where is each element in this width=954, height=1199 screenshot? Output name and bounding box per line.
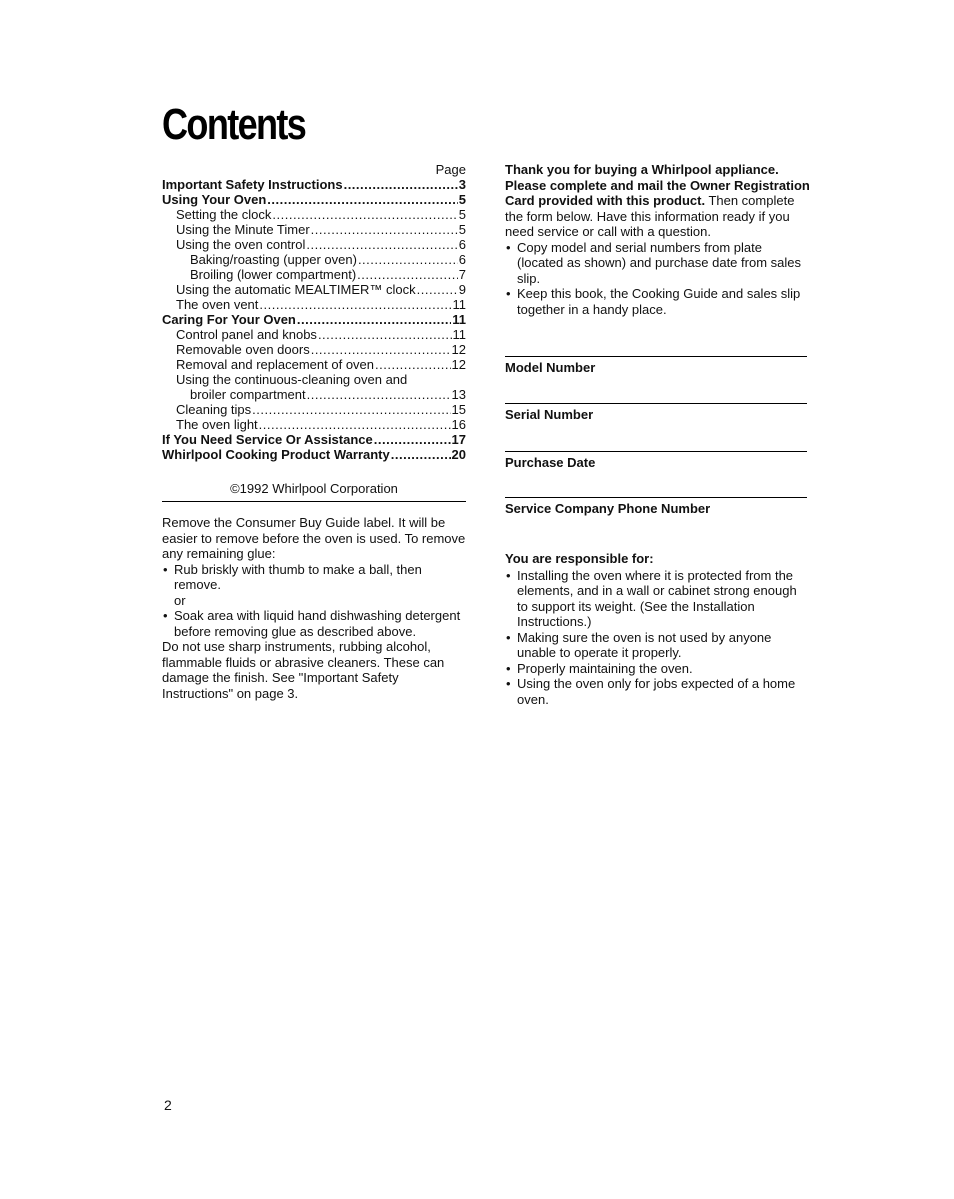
toc-entry-label: Using the continuous-cleaning oven and: [176, 372, 408, 387]
responsibilities-heading: You are responsible for:: [505, 551, 654, 566]
toc-entry-page: 11: [452, 327, 466, 342]
toc-leader-dots: [358, 252, 458, 267]
toc-entry: [162, 282, 466, 297]
toc-leader-dots: [267, 192, 458, 207]
toc-entry-label: Cleaning tips: [176, 402, 252, 417]
thank-you-bold: Thank you for buying a Whirlpool appliance. Please complete and mail the Owner Registration Card provided with this product.: [505, 162, 810, 208]
toc-leader-dots: [344, 177, 458, 192]
toc-leader-dots: [307, 387, 451, 402]
toc-entry: [162, 237, 466, 252]
toc-entry-label: Setting the clock: [176, 207, 272, 222]
table-of-contents: [162, 162, 466, 462]
toc-entry: [162, 312, 466, 327]
toc-entry-label: Control panel and knobs: [176, 327, 317, 342]
toc-entry-page: 20: [451, 447, 466, 462]
record-bullet: • Keep this book, the Cooking Guide and sales slip together in a handy place.: [505, 286, 810, 317]
responsibility-item: • Installing the oven where it is protected from the elements, and in a wall or cabinet strong enough to support its weight. (See the Installation Instructions.): [505, 568, 810, 630]
removal-bullet: • Rub briskly with thumb to make a ball, then remove.: [162, 562, 466, 593]
toc-page-header: Page: [435, 162, 466, 177]
toc-leader-dots: [311, 222, 458, 237]
purchase-date-field: [505, 451, 807, 470]
toc-entry-label: The oven light: [176, 417, 258, 432]
toc-entry: [162, 402, 466, 417]
toc-entry-label: Whirlpool Cooking Product Warranty: [162, 447, 390, 462]
toc-entry: [162, 297, 466, 312]
model-number-field: [505, 356, 807, 375]
field-label: Model Number: [505, 360, 596, 375]
toc-entry: [162, 417, 466, 432]
toc-leader-dots: [375, 357, 451, 372]
toc-entry-page: 6: [458, 252, 466, 267]
toc-entry-page: 12: [451, 342, 466, 357]
toc-entry-page: 7: [458, 267, 466, 282]
toc-entry-label: Removal and replacement of oven: [176, 357, 375, 372]
toc-entry-label: Removable oven doors: [176, 342, 310, 357]
field-label: Service Company Phone Number: [505, 501, 711, 516]
toc-entry: [162, 432, 466, 447]
toc-entry-label: Using the automatic MEALTIMER™ clock: [176, 282, 416, 297]
toc-entry-label: Baking/roasting (upper oven): [190, 252, 357, 267]
toc-entry: [162, 207, 466, 222]
toc-list: [162, 177, 466, 462]
toc-entry-page: 5: [458, 207, 466, 222]
divider: [162, 501, 466, 502]
responsibilities-section: [505, 551, 810, 707]
toc-entry-page: 13: [451, 387, 466, 402]
toc-leader-dots: [259, 297, 451, 312]
responsibility-item: • Properly maintaining the oven.: [505, 661, 810, 677]
toc-entry-page: 17: [451, 432, 466, 447]
toc-entry-page: 15: [451, 402, 466, 417]
toc-entry-page: 11: [452, 312, 466, 327]
toc-entry-label: Using Your Oven: [162, 192, 267, 207]
responsibility-item: • Using the oven only for jobs expected of a home oven.: [505, 676, 810, 707]
toc-leader-dots: [306, 237, 457, 252]
write-line: [505, 356, 807, 357]
thank-you-text: [505, 162, 810, 240]
toc-entry-label: If You Need Service Or Assistance: [162, 432, 373, 447]
toc-entry-page: 5: [458, 222, 466, 237]
toc-entry-page: 3: [458, 177, 466, 192]
toc-leader-dots: [311, 342, 451, 357]
toc-entry: [162, 327, 466, 342]
thank-you-section: [505, 162, 810, 317]
toc-entry: [162, 192, 466, 207]
toc-entry-page: 6: [458, 237, 466, 252]
field-label: Serial Number: [505, 407, 594, 422]
copyright: ©1992 Whirlpool Corporation: [230, 481, 398, 496]
toc-entry: [162, 357, 466, 372]
toc-entry-label: Using the Minute Timer: [176, 222, 310, 237]
toc-entry-page: 9: [458, 282, 466, 297]
record-bullet: • Copy model and serial numbers from plate (located as shown) and purchase date from sales slip.: [505, 240, 810, 287]
toc-entry: [162, 372, 466, 387]
toc-entry-page: 11: [452, 297, 466, 312]
serial-number-field: [505, 403, 807, 422]
toc-entry-label: Caring For Your Oven: [162, 312, 296, 327]
removal-warning: Do not use sharp instruments, rubbing alcohol, flammable fluids or abrasive cleaners. These can damage the finish. See "Important Safety Instructions" on page 3.: [162, 639, 445, 701]
service-phone-field: [505, 497, 807, 516]
toc-entry-label: Using the oven control: [176, 237, 306, 252]
write-line: [505, 497, 807, 498]
toc-entry-label: The oven vent: [176, 297, 259, 312]
toc-leader-dots: [417, 282, 458, 297]
toc-entry-label: Broiling (lower compartment): [190, 267, 357, 282]
page-number: 2: [164, 1097, 172, 1113]
toc-entry: [162, 177, 466, 192]
toc-entry: [162, 387, 466, 402]
toc-entry: [162, 252, 466, 267]
toc-entry-page: 16: [451, 417, 466, 432]
responsibility-item: • Making sure the oven is not used by anyone unable to operate it properly.: [505, 630, 810, 661]
page-title: Contents: [162, 100, 306, 149]
toc-leader-dots: [259, 417, 451, 432]
toc-leader-dots: [318, 327, 452, 342]
toc-leader-dots: [391, 447, 451, 462]
removal-intro: Remove the Consumer Buy Guide label. It will be easier to remove before the oven is used. To remove any remaining glue:: [162, 515, 466, 561]
toc-leader-dots: [357, 267, 458, 282]
or-text: or: [174, 592, 186, 608]
toc-leader-dots: [297, 312, 451, 327]
thank-you-rest: Then complete the form below. Have this information ready if you need service or call with a question.: [505, 193, 795, 239]
write-line: [505, 451, 807, 452]
toc-entry: [162, 447, 466, 462]
toc-entry-page: 5: [458, 192, 466, 207]
label-removal-instructions: [162, 515, 466, 701]
toc-entry-label: broiler compartment: [190, 387, 306, 402]
toc-entry: [162, 342, 466, 357]
removal-bullet: • Soak area with liquid hand dishwashing detergent before removing glue as described above.: [162, 608, 466, 639]
write-line: [505, 403, 807, 404]
field-label: Purchase Date: [505, 455, 596, 470]
toc-entry: [162, 267, 466, 282]
toc-leader-dots: [272, 207, 457, 222]
toc-entry-page: 12: [451, 357, 466, 372]
toc-leader-dots: [374, 432, 451, 447]
toc-entry-label: Important Safety Instructions: [162, 177, 343, 192]
toc-entry: [162, 222, 466, 237]
toc-leader-dots: [252, 402, 450, 417]
